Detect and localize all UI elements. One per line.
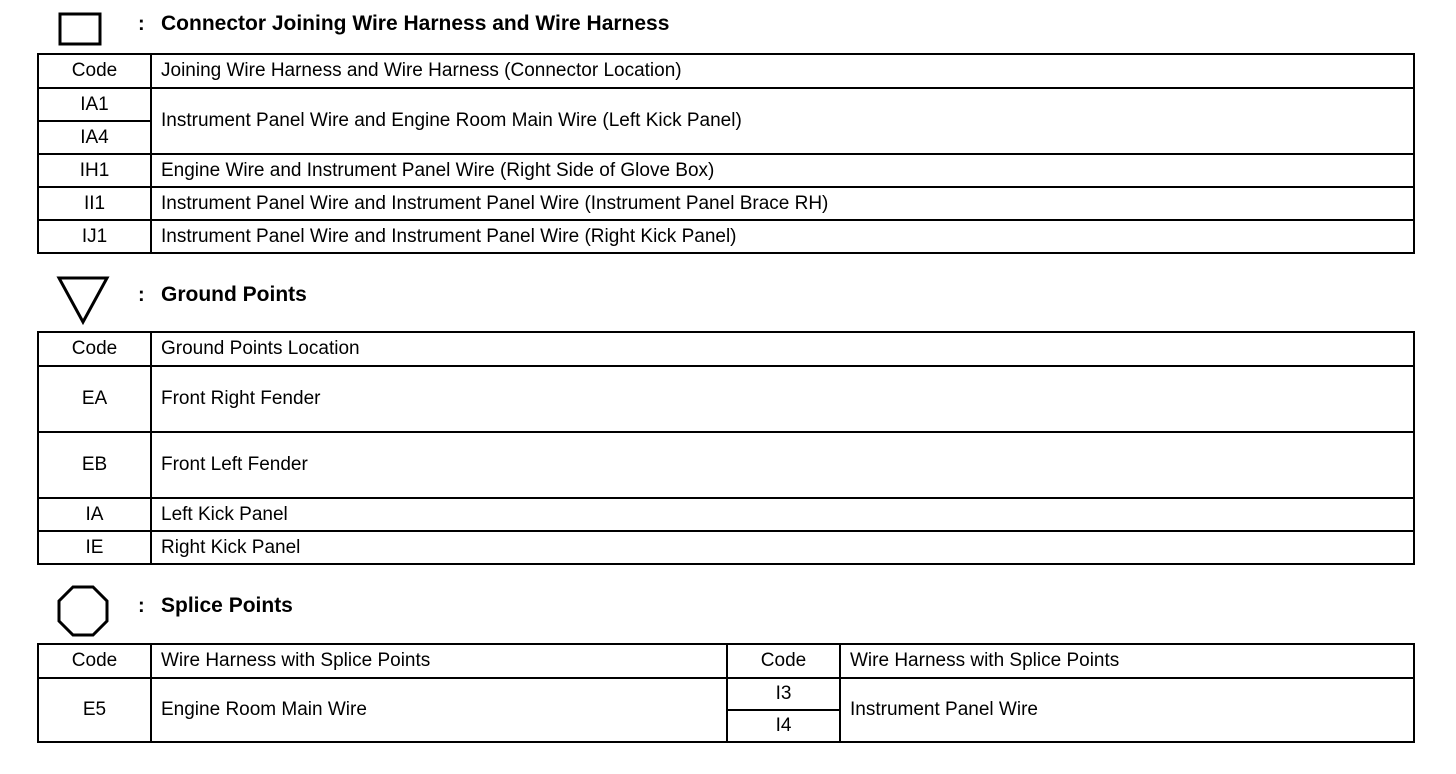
connector-table <box>37 53 1415 254</box>
row-code: IA <box>38 498 151 531</box>
table-row <box>38 531 1414 564</box>
table-row <box>38 432 1414 498</box>
row-code: II1 <box>38 187 151 220</box>
row-code: E5 <box>38 678 151 742</box>
header-code: Code <box>38 332 151 366</box>
row-code: EA <box>38 366 151 432</box>
row-desc: Instrument Panel Wire and Engine Room Main Wire (Left Kick Panel) <box>151 88 1414 154</box>
table-row <box>38 88 1414 121</box>
table-row <box>38 678 1414 710</box>
section-title-splice: Splice Points <box>161 594 293 617</box>
table-header-row <box>38 332 1414 366</box>
row-desc: Engine Wire and Instrument Panel Wire (Right Side of Glove Box) <box>151 154 1414 187</box>
triangle-down-icon <box>56 275 110 325</box>
row-code: IJ1 <box>38 220 151 253</box>
header-code: Code <box>38 54 151 88</box>
section-title-connector: Connector Joining Wire Harness and Wire Harness <box>161 12 670 35</box>
header-desc: Wire Harness with Splice Points <box>151 644 727 678</box>
section-colon: : <box>138 284 145 306</box>
row-desc: Instrument Panel Wire and Instrument Panel Wire (Right Kick Panel) <box>151 220 1414 253</box>
row-desc: Right Kick Panel <box>151 531 1414 564</box>
row-desc: Instrument Panel Wire and Instrument Panel Wire (Instrument Panel Brace RH) <box>151 187 1414 220</box>
row-code: IH1 <box>38 154 151 187</box>
splice-table <box>37 643 1415 743</box>
table-header-row <box>38 54 1414 88</box>
table-row <box>38 498 1414 531</box>
row-code: IE <box>38 531 151 564</box>
section-colon: : <box>138 13 145 35</box>
header-desc: Joining Wire Harness and Wire Harness (Connector Location) <box>151 54 1414 88</box>
section-colon: : <box>138 595 145 617</box>
table-header-row <box>38 644 1414 678</box>
table-row <box>38 154 1414 187</box>
row-desc: Front Left Fender <box>151 432 1414 498</box>
header-code-2: Code <box>727 644 840 678</box>
table-row <box>38 187 1414 220</box>
octagon-icon <box>56 584 110 638</box>
row-code: IA1 <box>38 88 151 121</box>
table-row <box>38 220 1414 253</box>
header-desc-2: Wire Harness with Splice Points <box>840 644 1414 678</box>
row-desc: Engine Room Main Wire <box>151 678 727 742</box>
ground-table <box>37 331 1415 565</box>
row-desc: Front Right Fender <box>151 366 1414 432</box>
square-icon <box>58 12 102 46</box>
row-desc-2: Instrument Panel Wire <box>840 678 1414 742</box>
row-code: EB <box>38 432 151 498</box>
header-code: Code <box>38 644 151 678</box>
header-desc: Ground Points Location <box>151 332 1414 366</box>
row-code-2: I4 <box>727 710 840 742</box>
row-code-2: I3 <box>727 678 840 710</box>
table-row <box>38 366 1414 432</box>
row-code: IA4 <box>38 121 151 154</box>
section-title-ground: Ground Points <box>161 283 307 306</box>
row-desc: Left Kick Panel <box>151 498 1414 531</box>
